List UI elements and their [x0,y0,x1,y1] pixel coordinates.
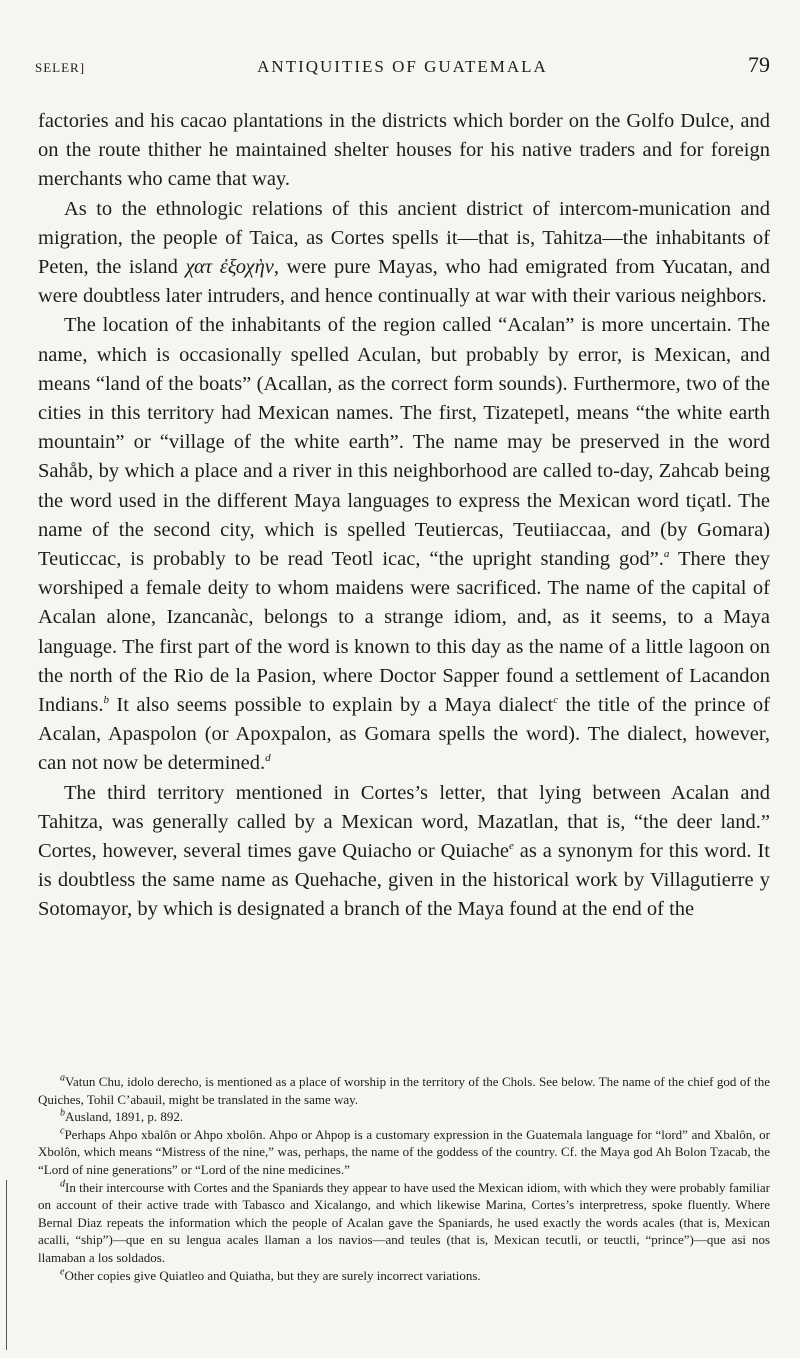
footnote-d-text: In their intercourse with Cortes and the Spaniards they appear to have used the Mexican idiom, with which they were probably familiar on account of their active trade with Tabasco and Xicalango, and which likewise Marina, Cortes’s interpretress, spoke fluently. Where Bernal Diaz repeats the information which the people of Acalan gave the Spaniards, he used exactly the words acales (that is, Mexican acalli, “ship”)—que en su lengua acales llaman a los navios—and teules (that is, Mexican tecutli, or teuctli, “prince”)—que asi nos llamaban a los soldados. [38,1179,770,1265]
footnote-ref-c[interactable]: c [553,694,559,707]
footnote-c-mark: c [60,1125,65,1137]
page-title: ANTIQUITIES OF GUATEMALA [257,57,548,76]
paragraph-1: factories and his cacao plantations in the districts which border on the Golfo Dulce, and on the route thither he maintained shelter houses for his native traders and for foreign merchants who came that way. [38,110,770,191]
paragraph-3 [38,311,770,778]
footnote-b [38,1108,770,1126]
paragraph-4-a: The third territory mentioned in Cortes’s letter, that lying between Acalan and Tahitza, was generally called by a Mexican word, Mazatlan, that is, “the deer land.” Cortes, however, several times gave Quiacho or Quiache [38,781,770,863]
greek-phrase: χατ ἐξοχὴν [185,256,274,279]
footnote-d-mark: d [60,1178,65,1190]
paragraph-3-a: The location of the inhabitants of the region called “Acalan” is more uncertain. The name, which is occasionally spelled Aculan, but probably by error, is Mexican, and means “land of the boats” (Acallan, as the correct form sounds). Furthermore, two of the cities in this territory had Mexican names. The first, Tizatepetl, means “the white earth mountain” or “village of the white earth”. The name may be preserved in the word Sahåb, by which a place and a river in this neighborhood are called to-day, Zahcab being the word used in the different Maya languages to express the Mexican word tiçatl. The name of the second city, which is spelled Teutiercas, Teutiiaccaa, and (by Gomara) Teuticcac, is probably to be read Teotl icac, “the upright standing god”. [38,314,770,571]
footnote-c [38,1126,770,1179]
page-edge-line [6,1180,7,1350]
footnote-b-text: Ausland, 1891, p. 892. [65,1109,184,1125]
footnote-c-text: Perhaps Ahpo xbalôn or Ahpo xbolôn. Ahpo or Ahpop is a customary expression in the Guatemala language for “lord” and Xbalôn, or Xbolôn, which means “Mistress of the nine,” was, perhaps, the name of the goddess of the country. Cf. the Maya god Ah Bolon Tzacab, the “Lord of nine generations” or “Lord of the nine medicines.” [38,1126,770,1177]
main-text [38,107,770,925]
paragraph-2-b: , were pure Mayas, who had emigrated from Yucatan, and were doubtless later intruders, and hence continually at war with their various neighbors. [38,256,771,308]
running-header [35,52,770,82]
footnotes [38,1073,770,1284]
footnote-ref-a[interactable]: a [663,548,670,561]
footnote-a-mark: a [60,1072,65,1084]
footnote-ref-b[interactable]: b [103,694,109,707]
paragraph-4 [38,779,770,925]
paragraph-3-d: the title of the prince of Acalan, Apaspolon (or Apoxpalon, as Gomara spells the word). The dialect, however, can not now be determined. [38,694,770,775]
footnote-a [38,1073,770,1108]
footnote-ref-e[interactable]: e [508,840,514,853]
footnote-e-text: Other copies give Quiatleo and Quiatha, but they are surely incorrect variations. [64,1267,481,1283]
footnote-e [38,1267,770,1285]
paragraph-4-b: as a synonym for this word. It is doubtless the same name as Quehache, given in the historical work by Villagutierre y Sotomayor, by which is designated a branch of the Maya found at the end of the [38,840,770,921]
page-number: 79 [748,52,770,77]
footnote-b-mark: b [60,1107,65,1119]
footnote-e-mark: e [60,1266,65,1278]
footnote-a-text: Vatun Chu, idolo derecho, is mentioned as a place of worship in the territory of the Chols. See below. The name of the chief god of the Quiches, Tohil C’abauil, might be translated in the same way. [38,1074,770,1107]
footnote-d [38,1179,770,1267]
author-tag: SELER] [35,60,86,75]
footnote-ref-d[interactable]: d [265,752,271,765]
paragraph-3-b: There they worshiped a female deity to whom maidens were sacrificed. The name of the capital of Acalan alone, Izancanàc, belongs to a strange idiom, and, as it seems, to a Maya language. The first part of the word is known to this day as the name of a little lagoon on the north of the Rio de la Pasion, where Doctor Sapper found a settlement of Lacandon Indians. [38,548,770,717]
paragraph-3-c: It also seems possible to explain by a Maya dialect [108,694,554,717]
paragraph-2-a: As to the ethnologic relations of this ancient district of intercom-munication and migration, the people of Taica, as Cortes spells it—that is, Tahitza—the inhabitants of Peten, the island [38,197,770,279]
paragraph-2 [38,195,770,312]
